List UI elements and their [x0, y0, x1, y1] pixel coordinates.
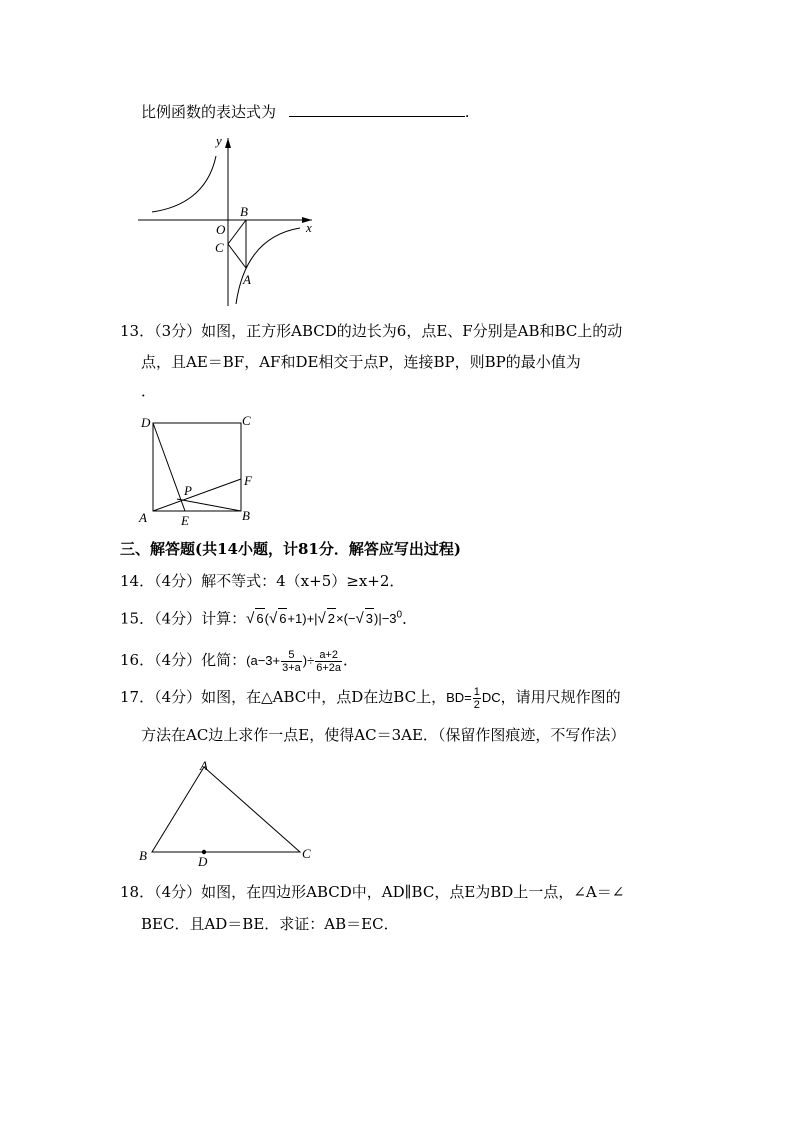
figure-12-graph — [130, 128, 330, 310]
figure-17-triangle — [134, 755, 324, 870]
half-denominator: 2 — [473, 699, 480, 712]
square-abcd — [153, 423, 241, 511]
q18-line1: 18．（4分）如图，在四边形ABCD中，AD∥BC，点E为BD上一点，∠A＝∠ — [120, 883, 625, 901]
radicand-6a: 6 — [255, 608, 264, 629]
half-numerator: 1 — [473, 686, 480, 699]
label-p: P — [184, 483, 192, 498]
q16 — [120, 645, 358, 676]
answer-blank — [289, 102, 465, 117]
fraction-one-half — [473, 686, 481, 711]
label-d: D — [198, 854, 208, 869]
q15 — [120, 606, 417, 629]
fraction-a2-over-62a — [315, 649, 342, 674]
hyperbola-upper-branch — [152, 156, 216, 212]
q12-text: 比例函数的表达式为 — [141, 103, 277, 121]
label-d: D — [141, 415, 151, 430]
q17-line1 — [120, 682, 621, 713]
segment-cb — [228, 220, 246, 244]
fraction-5-over-3a — [281, 649, 302, 674]
label-a: A — [243, 272, 251, 287]
label-c: C — [242, 413, 251, 428]
label-b: B — [242, 508, 250, 523]
segment-ca — [228, 244, 246, 268]
q17-text-b: ，请用尺规作图的 — [500, 688, 621, 706]
segment-de — [153, 423, 185, 511]
label-b: B — [240, 204, 248, 219]
fraction-2-denominator: 6+2a — [316, 662, 342, 675]
q13-line2: 点，且AE＝BF，AF和DE相交于点P，连接BP，则BP的最小值为 — [141, 353, 581, 371]
q17-bd: BD= — [446, 690, 472, 705]
triangle-abc — [152, 767, 300, 852]
q15-end: ． — [402, 609, 418, 628]
radicand-2: 2 — [327, 608, 336, 629]
label-o: O — [216, 222, 226, 237]
label-a: A — [139, 510, 147, 525]
q17-bd-expression — [446, 686, 501, 712]
q13-line3: ． — [141, 382, 157, 400]
q17-dc: DC — [481, 690, 501, 705]
q12-answer-line — [141, 102, 470, 122]
label-f: F — [244, 473, 252, 488]
y-axis-arrow — [225, 138, 231, 148]
label-c: C — [302, 846, 311, 861]
section-3-title: 三、解答题(共14小题，计81分．解答应写出过程) — [120, 540, 461, 558]
radicand-3: 3 — [365, 608, 374, 629]
q18-line2: BEC．且AD＝BE．求证：AB＝EC． — [141, 915, 399, 933]
label-a: A — [200, 758, 208, 773]
q15-prefix: 15．（4分）计算： — [120, 609, 247, 628]
q14: 14．（4分）解不等式：4（x+5）≥x+2． — [120, 572, 405, 590]
segment-af — [153, 479, 241, 511]
exponent-0: 0 — [396, 610, 403, 621]
q16-prefix: 16．（4分）化简： — [120, 651, 247, 669]
label-e: E — [181, 513, 189, 528]
label-b: B — [139, 848, 147, 863]
fraction-1-denominator: 3+a — [282, 662, 301, 675]
radicand-6b: 6 — [278, 608, 287, 629]
label-y: y — [216, 133, 222, 148]
q15-open: ( — [264, 611, 269, 627]
label-x: x — [306, 220, 312, 235]
q15-part-h: )|−3 — [374, 611, 397, 627]
segment-pb — [177, 499, 241, 511]
q15-part-f: ×(− — [336, 611, 356, 627]
q16-close-div: )÷ — [302, 653, 315, 668]
q16-open: (a−3+ — [246, 653, 281, 668]
figure-13-square — [134, 410, 264, 530]
q17-line2: 方法在AC边上求作一点E，使得AC＝3AE．（保留作图痕迹，不写作法） — [141, 726, 626, 744]
q16-end: ． — [343, 651, 359, 669]
q15-expression: √ 6(√ 6+1)+|√ 2×(−√ $3)|-3^0$ — [246, 610, 403, 628]
label-c: C — [215, 240, 224, 255]
fraction-1-numerator: 5 — [281, 649, 302, 662]
q16-expression — [246, 649, 343, 675]
q12-period: . — [464, 103, 470, 121]
fraction-2-numerator: a+2 — [315, 649, 342, 662]
q15-part-d: +1)+| — [287, 611, 318, 627]
q17-text-a: 17．（4分）如图，在△ABC中，点D在边BC上， — [120, 688, 447, 706]
q13-line1: 13．（3分）如图，正方形ABCD的边长为6，点E、F分别是AB和BC上的动 — [120, 322, 623, 340]
